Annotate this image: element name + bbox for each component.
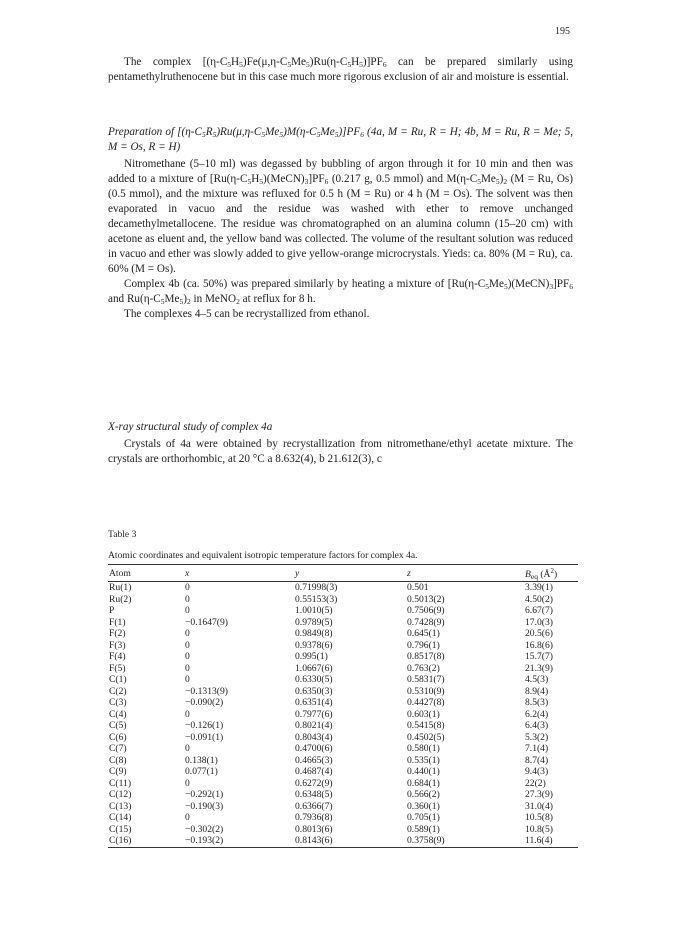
cell-z: 0.589(1) <box>407 823 440 835</box>
table-row <box>108 594 578 606</box>
cell-y: 0.8021(4) <box>295 720 333 732</box>
cell-y: 0.995(1) <box>295 651 328 663</box>
cell-z: 0.440(1) <box>407 766 440 778</box>
cell-y: 0.6330(5) <box>295 674 333 686</box>
table-row <box>108 582 578 594</box>
cell-y: 1.0010(5) <box>295 605 333 617</box>
cell-atom: C(2) <box>109 685 127 697</box>
table-row <box>108 835 578 847</box>
cell-beq: 10.8(5) <box>525 823 553 835</box>
cell-x: 0 <box>185 651 190 663</box>
cell-z: 0.3758(9) <box>407 835 521 847</box>
cell-x: −0.190(3) <box>185 800 224 812</box>
table-row <box>108 709 578 721</box>
cell-x: −0.1313(9) <box>185 685 228 697</box>
cell-z: 0.7428(9) <box>407 616 445 628</box>
cell-atom: F(4) <box>109 651 126 663</box>
cell-y: 0.55153(3) <box>295 593 338 605</box>
cell-x: 0 <box>185 777 190 789</box>
cell-beq: 4.5(3) <box>525 674 549 686</box>
cell-atom: C(5) <box>109 720 127 732</box>
cell-atom: C(12) <box>109 789 132 801</box>
cell-x: 0 <box>185 582 190 594</box>
cell-atom: C(9) <box>109 766 127 778</box>
cell-atom: F(2) <box>109 628 126 640</box>
cell-atom: C(11) <box>109 777 132 789</box>
cell-z: 0.4427(8) <box>407 697 445 709</box>
table-row <box>108 732 578 744</box>
cell-x: −0.091(1) <box>185 731 224 743</box>
cell-beq: 8.9(4) <box>525 685 549 697</box>
section-heading-xray: X-ray structural study of complex 4a <box>108 421 273 433</box>
cell-atom: C(15) <box>109 823 132 835</box>
cell-atom: C(6) <box>109 731 127 743</box>
cell-beq: 6.4(3) <box>525 720 549 732</box>
table-row <box>108 755 578 767</box>
cell-y: 0.8013(6) <box>295 823 333 835</box>
table-row <box>108 663 578 675</box>
cell-z: 0.645(1) <box>407 628 440 640</box>
table-row <box>108 651 578 663</box>
table-row <box>108 778 578 790</box>
paragraph-preparation-body: Nitromethane (5–10 ml) was degassed by bubbling of argon through it for 10 min and then was added to a mixture of $[Ru(\eta-C_5H_5)(MeCN)_3]PF_6$ (0.217 g, 0.5 mmol) and $M(\eta-C_5Me_5)_2$ (M = Ru, Os) (0.5 mmol), and the mixture was refluxed for 0.5 h (M = Ru) or 4 h (M = Os). The solvent was then evaporated in vacuo and the residue was washed with ether to remove unchanged decamethylmetallocene. The residue was chromatographed on an alumina column (15–20 cm) with acetone as eluent and, the yellow band was collected. The volume of the resultant solution was reduced in vacuo and ether was slowly added to give yellow-orange microcrystals. Yieds: ca. 80% (M = Ru), ca. 60% (M = Os). Complex 4b (ca. 50%) was prepared similarly by heating a mixture of $[Ru(\eta-C_5Me_5)(MeCN)_3]PF_6$ and $Ru(\eta-C_5Me_5)_2$ in MeNO$_2$ at reflux for 8 h. The complexes 4–5 can be recrystallized from ethanol. <box>108 158 573 320</box>
table-row <box>108 743 578 755</box>
cell-beq: 21.3(9) <box>525 662 553 674</box>
cell-x: 0.138(1) <box>185 754 218 766</box>
cell-beq: 5.3(2) <box>525 731 549 743</box>
cell-z: 0.4502(5) <box>407 731 445 743</box>
paragraph-intro: The complex $[(\eta-C_5H_5)Fe(\mu,\eta-C_5Me_5)Ru(\eta-C_5H_5)]PF_6$ can be prepared similarly using pentamethylruthenocene but in this case much more rigorous exclusion of air and moisture is essential. <box>108 56 573 83</box>
cell-beq: 3.39(1) <box>525 582 553 594</box>
cell-z: 0.501 <box>407 582 429 594</box>
page-number: 195 <box>555 26 570 37</box>
cell-y: 0.9849(8) <box>295 628 333 640</box>
cell-atom: C(14) <box>109 812 132 824</box>
cell-z: 0.5310(9) <box>407 685 445 697</box>
table-row <box>108 801 578 813</box>
cell-y: 0.4687(4) <box>295 766 333 778</box>
cell-x: 0 <box>185 674 190 686</box>
cell-x: 0 <box>185 708 190 720</box>
cell-z: 0.684(1) <box>407 777 440 789</box>
header-atom: Atom <box>108 565 171 582</box>
cell-y: 0.8043(4) <box>295 731 333 743</box>
paragraph-recrystallization: The complexes 4–5 can be recrystallized from ethanol. <box>124 308 370 320</box>
cell-z: 0.8517(8) <box>407 651 445 663</box>
cell-y: 0.7977(6) <box>295 708 333 720</box>
cell-y: 1.0667(6) <box>295 662 333 674</box>
table-caption: Atomic coordinates and equivalent isotropic temperature factors for complex 4a. <box>108 550 418 561</box>
cell-x: −0.193(2) <box>171 835 295 847</box>
cell-z: 0.5013(2) <box>407 593 445 605</box>
cell-beq: 27.3(9) <box>525 789 553 801</box>
cell-y: 0.8143(6) <box>295 835 407 847</box>
cell-atom: F(1) <box>109 616 126 628</box>
cell-x: −0.090(2) <box>185 697 224 709</box>
cell-z: 0.603(1) <box>407 708 440 720</box>
header-y: y <box>295 565 407 582</box>
cell-x: 0 <box>185 639 190 651</box>
cell-beq: 20.5(6) <box>525 628 553 640</box>
cell-z: 0.796(1) <box>407 639 440 651</box>
table-row <box>108 824 578 836</box>
cell-y: 0.6366(7) <box>295 800 333 812</box>
table-header-row <box>108 565 578 582</box>
cell-atom: P <box>109 605 115 617</box>
section-heading-preparation: Preparation of $[(\eta-C_5R_5)Ru(\mu,\eta-C_5Me_5)M(\eta-C_5Me_5)]PF_6$ (4a, M = Ru, R = H; 4b, M = Ru, R = Me; 5, M = Os, R = H) <box>108 126 574 153</box>
header-x: x <box>171 565 295 582</box>
cell-atom: Ru(1) <box>109 582 132 594</box>
cell-beq: 6.67(7) <box>525 605 553 617</box>
cell-x: 0 <box>185 628 190 640</box>
table-row <box>108 628 578 640</box>
cell-x: 0 <box>185 662 190 674</box>
cell-z: 0.5415(8) <box>407 720 445 732</box>
cell-beq: 15.7(7) <box>525 651 553 663</box>
cell-beq: 17.0(3) <box>525 616 553 628</box>
table-row <box>108 617 578 629</box>
cell-y: 0.6272(9) <box>295 777 333 789</box>
cell-atom: C(3) <box>109 697 127 709</box>
cell-y: 0.9789(5) <box>295 616 333 628</box>
cell-beq: 11.6(4) <box>521 835 578 847</box>
cell-atom: Ru(2) <box>109 593 132 605</box>
cell-y: 0.4665(3) <box>295 754 333 766</box>
table-label: Table 3 <box>108 529 137 540</box>
cell-y: 0.4700(6) <box>295 743 333 755</box>
cell-x: −0.1647(9) <box>185 616 228 628</box>
cell-x: −0.302(2) <box>185 823 224 835</box>
cell-atom: C(4) <box>109 708 127 720</box>
cell-z: 0.763(2) <box>407 662 440 674</box>
paragraph-xray-body: Crystals of 4a were obtained by recrystallization from nitromethane/ethyl acetate mixture. The crystals are orthorhombic, at 20 °C a 8.632(4), b 21.612(3), c <box>108 438 573 465</box>
cell-x: 0 <box>185 812 190 824</box>
cell-atom: C(16) <box>108 835 171 847</box>
cell-x: −0.126(1) <box>185 720 224 732</box>
cell-beq: 22(2) <box>525 777 546 789</box>
cell-x: 0 <box>185 593 190 605</box>
cell-beq: 6.2(4) <box>525 708 549 720</box>
cell-beq: 4.50(2) <box>525 593 553 605</box>
cell-beq: 10.5(8) <box>525 812 553 824</box>
cell-z: 0.705(1) <box>407 812 440 824</box>
cell-y: 0.71998(3) <box>295 582 338 594</box>
cell-beq: 7.1(4) <box>525 743 549 755</box>
cell-z: 0.535(1) <box>407 754 440 766</box>
cell-y: 0.6350(3) <box>295 685 333 697</box>
cell-atom: C(8) <box>109 754 127 766</box>
cell-z: 0.7506(9) <box>407 605 445 617</box>
table-row <box>108 720 578 732</box>
cell-beq: 8.7(4) <box>525 754 549 766</box>
header-beq: $B_{eq}$ $(Å^2)$ <box>521 565 578 582</box>
cell-x: −0.292(1) <box>185 789 224 801</box>
atomic-coordinates-table <box>108 564 578 848</box>
table-row <box>108 812 578 824</box>
cell-z: 0.580(1) <box>407 743 440 755</box>
cell-beq: 16.8(6) <box>525 639 553 651</box>
cell-atom: F(3) <box>109 639 126 651</box>
paragraph-complex-4b: Complex 4b (ca. 50%) was prepared similarly by heating a mixture of $[Ru(\eta-C_5Me_5)(MeCN)_3]PF_6$ and $Ru(\eta-C_5Me_5)_2$ in MeNO$_2$ at reflux for 8 h. <box>108 278 573 306</box>
cell-x: 0 <box>185 743 190 755</box>
cell-atom: C(7) <box>109 743 127 755</box>
cell-z: 0.566(2) <box>407 789 440 801</box>
cell-y: 0.9378(6) <box>295 639 333 651</box>
table-row <box>108 789 578 801</box>
cell-atom: C(13) <box>109 800 132 812</box>
cell-beq: 8.5(3) <box>525 697 549 709</box>
cell-z: 0.5831(7) <box>407 674 445 686</box>
cell-y: 0.7936(8) <box>295 812 333 824</box>
table-row <box>108 766 578 778</box>
cell-y: 0.6351(4) <box>295 697 333 709</box>
table-row <box>108 697 578 709</box>
cell-atom: C(1) <box>109 674 127 686</box>
table-row <box>108 686 578 698</box>
header-z: z <box>407 565 521 582</box>
cell-x: 0.077(1) <box>185 766 218 778</box>
table-row <box>108 674 578 686</box>
table-row <box>108 640 578 652</box>
cell-beq: 31.0(4) <box>525 800 553 812</box>
cell-y: 0.6348(5) <box>295 789 333 801</box>
cell-atom: F(5) <box>109 662 126 674</box>
table-row <box>108 605 578 617</box>
cell-x: 0 <box>185 605 190 617</box>
cell-z: 0.360(1) <box>407 800 440 812</box>
cell-beq: 9.4(3) <box>525 766 549 778</box>
